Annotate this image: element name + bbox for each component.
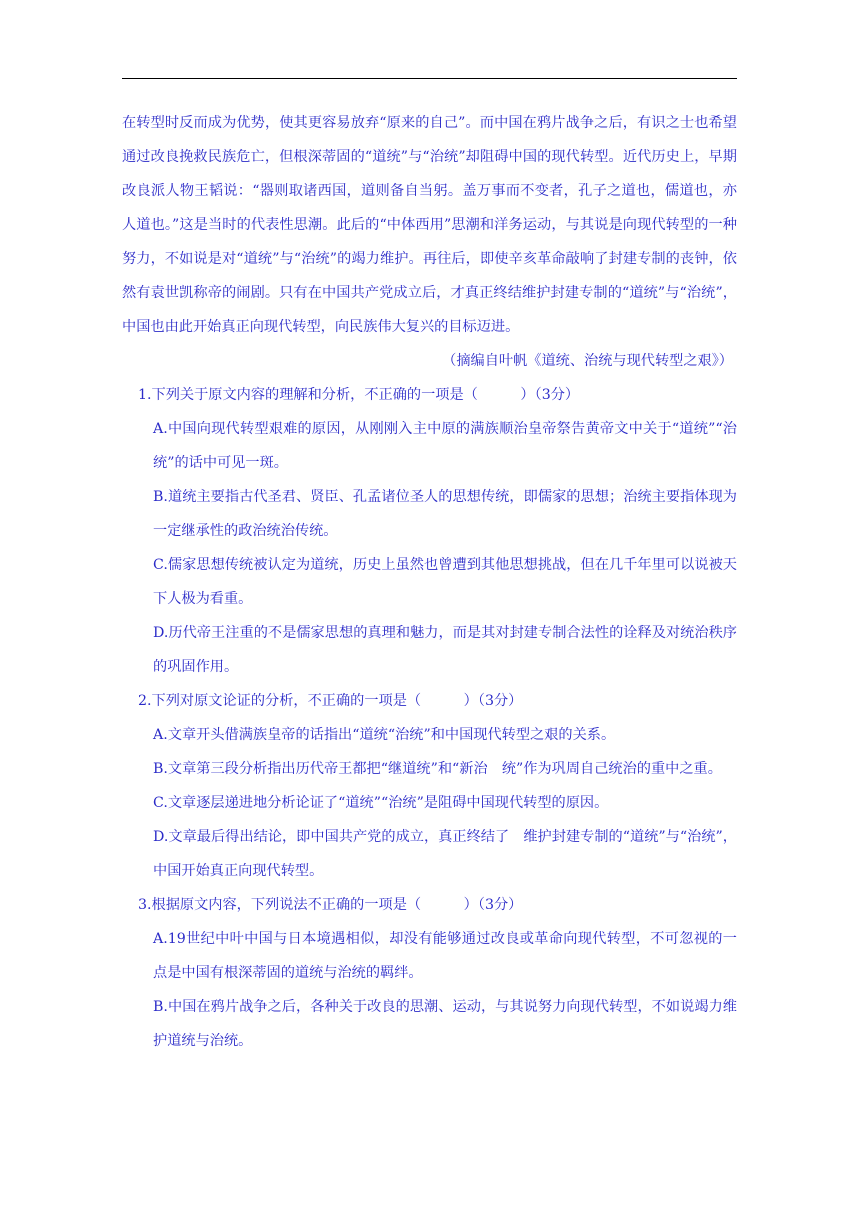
option-a: A.中国向现代转型艰难的原因，从刚刚入主中原的满族顺治皇帝祭告黄帝文中关于“道统”“治统”的话中可见一斑。 (153, 421, 737, 471)
option-b: B.中国在鸦片战争之后，各种关于改良的思潮、运动，与其说努力向现代转型，不如说竭力维护道统与治统。 (153, 999, 737, 1049)
question-stem: 2.下列对原文论证的分析，不正确的一项是（ ）（3分） (138, 693, 523, 709)
passage-paragraph: 在转型时反而成为优势，使其更容易放弃“原来的自己”。而中国在鸦片战争之后，有识之士也希望通过改良挽救民族危亡，但根深蒂固的“道统”与“治统”却阻碍中国的现代转型。近代历史上，早期改良派人物王韬说：“器则取诸西国，道则备自当躬。盖万事而不变者，孔子之道也，儒道也，亦人道也。”这是当时的代表性思潮。此后的“中体西用”思潮和洋务运动，与其说是向现代转型的一种努力，不如说是对“道统”与“治统”的竭力维护。再往后，即使辛亥革命敲响了封建专制的丧钟，依然有袁世凯称帝的闹剧。只有在中国共产党成立后，才真正终结维护封建专制的“道统”与“治统”，中国也由此开始真正向现代转型，向民族伟大复兴的目标迈进。 (122, 115, 737, 335)
option-d: D.历代帝王注重的不是儒家思想的真理和魅力，而是其对封建专制合法性的诠释及对统治秩序的巩固作用。 (153, 625, 737, 675)
question-2 (122, 684, 737, 888)
document-body (122, 106, 737, 1058)
question-stem: 1.下列关于原文内容的理解和分析，不正确的一项是（ ）（3分） (138, 387, 580, 403)
option-c: C.文章逐层递进地分析论证了“道统”“治统”是阻碍中国现代转型的原因。 (153, 795, 609, 811)
option-b: B.文章第三段分析指出历代帝王都把“继道统”和“新治 统”作为巩周自己统治的重中之重。 (153, 761, 722, 777)
question-stem: 3.根据原文内容，下列说法不正确的一项是（ ）（3分） (138, 897, 523, 913)
option-c: C.儒家思想传统被认定为道统，历史上虽然也曾遭到其他思想挑战，但在几千年里可以说被天下人极为看重。 (153, 557, 737, 607)
header-rule (122, 78, 737, 79)
question-3 (122, 888, 737, 1058)
option-a: A.文章开头借满族皇帝的话指出“道统“治统”和中国现代转型之艰的关系。 (153, 727, 616, 743)
passage-source: （摘编自叶帆《道统、治统与现代转型之艰》） (442, 353, 733, 369)
option-b: B.道统主要指古代圣君、贤臣、孔孟诸位圣人的思想传统，即儒家的思想；治统主要指体现为一定继承性的政治统治传统。 (153, 489, 737, 539)
option-d: D.文章最后得出结论，即中国共产党的成立，真正终结了 维护封建专制的“道统”与“治统”，中国开始真正向现代转型。 (153, 829, 737, 879)
option-a: A.19世纪中叶中国与日本境遇相似，却没有能够通过改良或革命向现代转型，不可忽视的一点是中国有根深蒂固的道统与治统的羁绊。 (153, 931, 737, 981)
question-1 (122, 378, 737, 684)
